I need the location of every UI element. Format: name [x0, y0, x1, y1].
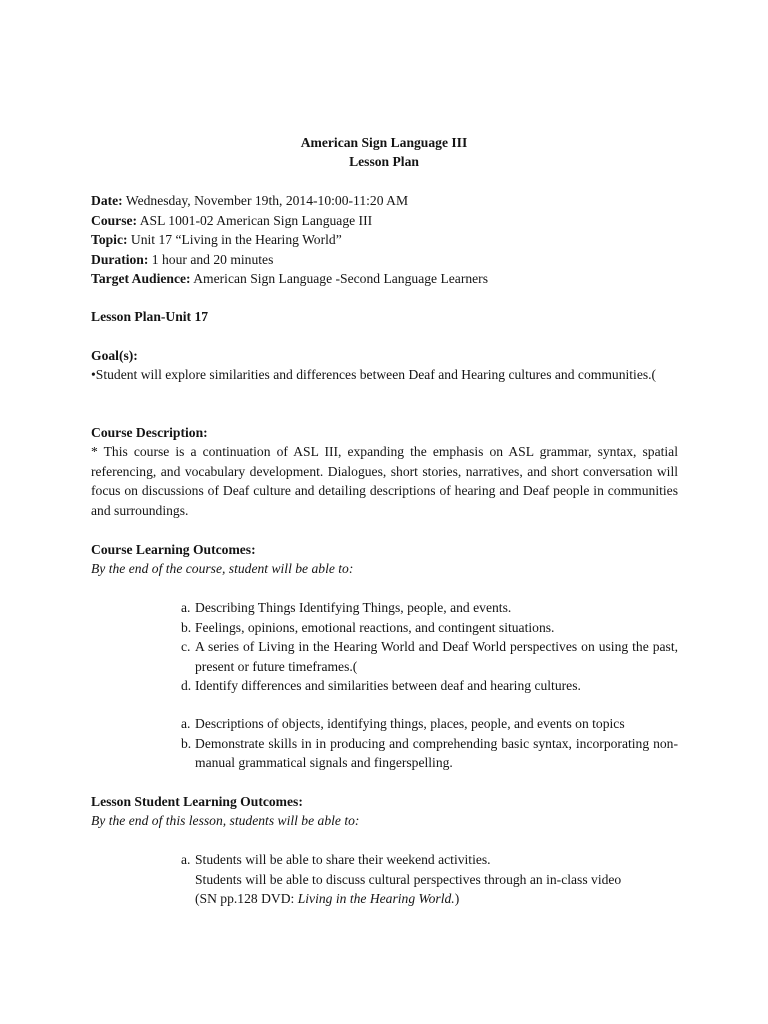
meta-value: Unit 17 “Living in the Hearing World”	[127, 232, 342, 247]
course-description-text: * This course is a continuation of ASL III, expanding the emphasis on ASL grammar, syntax, spatial referencing, and vocabulary development. Dialogues, short stories, narratives, and short conversation will focus on discussions of Deaf culture and detailing descriptions of hearing and Deaf people in communities and surroundings.	[91, 444, 678, 518]
list-item-body	[195, 850, 678, 909]
list-marker: a.	[181, 716, 191, 731]
meta-value: American Sign Language -Second Language Learners	[190, 271, 488, 286]
list-item-line: Students will be able to share their weekend activities.	[195, 852, 491, 867]
list-item	[181, 714, 678, 734]
lesson-outcomes-heading: Lesson Student Learning Outcomes:	[91, 794, 303, 809]
document-title: American Sign Language III	[300, 135, 468, 150]
meta-course	[91, 211, 678, 231]
list-item-text: Identify differences and similarities between deaf and hearing cultures.	[195, 678, 581, 693]
citation-prefix: (SN pp.128 DVD:	[195, 891, 298, 906]
meta-label: Course:	[91, 212, 138, 228]
list-item-text: Describing Things Identifying Things, people, and events.	[195, 600, 512, 615]
meta-value: 1 hour and 20 minutes	[148, 251, 274, 267]
list-item	[181, 676, 678, 696]
list-marker: d.	[181, 678, 192, 693]
list-item	[181, 598, 678, 618]
meta-topic	[91, 230, 678, 250]
meta-label: Duration:	[91, 251, 149, 267]
citation-video-title: Living in the Hearing World.	[297, 891, 455, 906]
list-item-text: A series of Living in the Hearing World and Deaf World perspectives on using the past, present or future timeframes.(	[195, 639, 678, 674]
list-item	[181, 637, 678, 676]
list-item	[181, 850, 678, 909]
meta-value: Wednesday, November 19th, 2014-10:00-11:20 AM	[122, 193, 409, 208]
document-subtitle: Lesson Plan	[349, 154, 419, 169]
goals-heading: Goal(s):	[91, 348, 138, 363]
list-item-text: Feelings, opinions, emotional reactions, and contingent situations.	[195, 619, 555, 635]
meta-label: Target Audience:	[91, 271, 191, 286]
course-outcomes-list-2	[181, 714, 678, 773]
list-item-line: Students will be able to discuss cultural perspectives through an in-class video	[195, 871, 622, 887]
course-outcomes-heading: Course Learning Outcomes:	[91, 542, 256, 557]
course-outcomes-intro: By the end of the course, student will be able to:	[91, 561, 354, 576]
lesson-plan-heading: Lesson Plan-Unit 17	[91, 309, 209, 324]
list-marker: b.	[181, 735, 192, 751]
meta-label: Topic:	[91, 232, 128, 247]
list-item-line	[195, 889, 678, 909]
list-item-text: Demonstrate skills in in producing and comprehending basic syntax, incorporating non-manual grammatical signals and fingerspelling.	[195, 735, 678, 770]
lesson-outcomes-intro: By the end of this lesson, students will be able to:	[91, 813, 360, 828]
list-marker: a.	[181, 600, 191, 615]
course-outcomes-list-1	[181, 598, 678, 696]
course-description-heading: Course Description:	[91, 425, 208, 440]
lesson-outcomes-list	[181, 850, 678, 909]
meta-duration	[91, 250, 678, 270]
goals-text: •Student will explore similarities and differences between Deaf and Hearing cultures and communities.(	[91, 367, 657, 382]
list-item	[181, 618, 678, 638]
list-item-text: Descriptions of objects, identifying things, places, people, and events on topics	[195, 716, 625, 731]
meta-date	[91, 191, 678, 211]
list-marker: c.	[181, 639, 191, 654]
meta-audience	[91, 269, 678, 289]
list-marker: b.	[181, 619, 192, 635]
list-marker: a.	[181, 852, 191, 867]
meta-label: Date:	[91, 193, 123, 208]
list-item	[181, 734, 678, 773]
meta-value: ASL 1001-02 American Sign Language III	[137, 212, 373, 228]
citation-suffix: )	[454, 891, 460, 906]
meta-section	[91, 191, 678, 289]
